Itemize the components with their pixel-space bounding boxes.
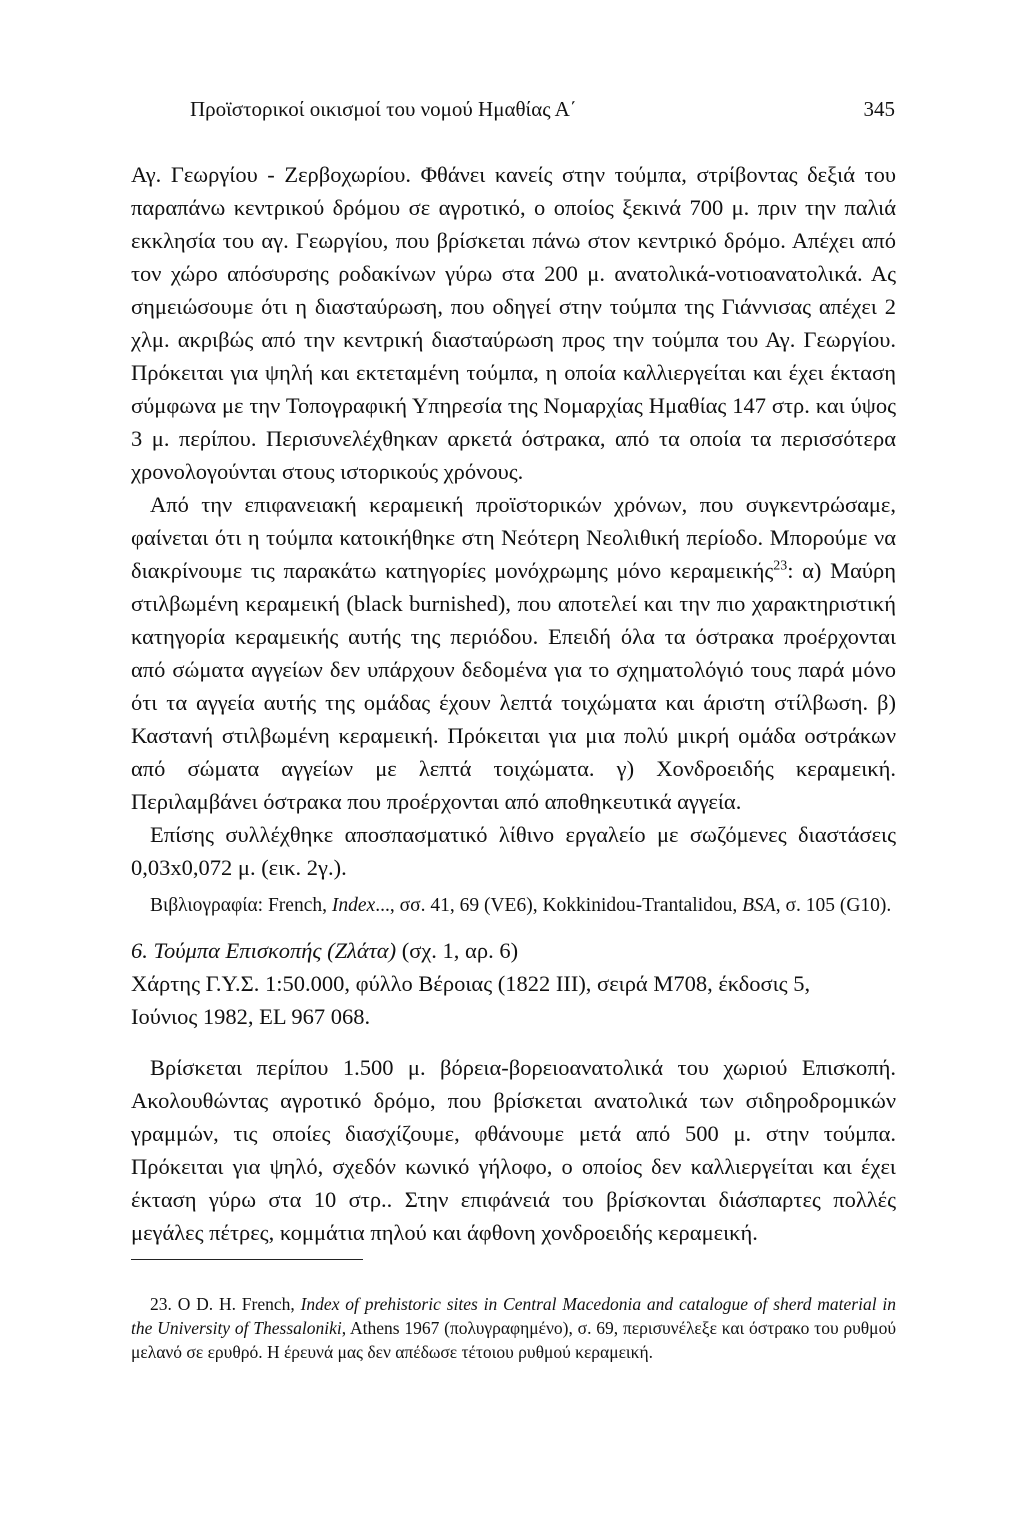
- bibliography-text-3: , σ. 105 (G10).: [775, 895, 892, 916]
- footnote-23: [131, 1292, 896, 1364]
- footnote-text-1: 23. Ο D. H. French,: [150, 1293, 301, 1314]
- section-title: Τούμπα Επισκοπής (Ζλάτα): [153, 938, 397, 963]
- paragraph-stone-tool: Επίσης συλλέχθηκε αποσπασματικό λίθινο εργαλείο με σωζόμενες διαστάσεις 0,03x0,072 μ. (εικ. 2γ.).: [131, 822, 896, 880]
- bibliography-index-title: Index: [331, 895, 376, 916]
- section-heading: [131, 934, 896, 967]
- paragraph-ceramics-part-2: : α) Μαύρη στιλβωμένη κεραμεική (black burnished), που αποτελεί και την πιο χαρακτηριστική κατηγορία κεραμεικής αυτής της περιόδου. Επειδή όλα τα όστρακα προέρχονται από σώματα αγγείων δεν υπάρχουν δεδομένα για το σχηματολόγιό τους παρά μόνο ότι τα αγγεία αυτής της ομάδας έχουν λεπτά τοιχώματα και άριστη στίλβωση. β) Καστανή στιλβωμένη κεραμεική. Πρόκειται για μια πολύ μικρή ομάδα οστράκων από σώματα αγγείων με λεπτά τοιχώματα. γ) Χονδροειδής κεραμεική. Περιλαμβάνει όστρακα που προέρχονται από αποθηκευτικά αγγεία.: [131, 558, 896, 814]
- running-title: Προϊστορικοί οικισμοί του νομού Ημαθίας Α΄: [190, 97, 577, 121]
- map-reference-line-2: Ιούνιος 1982, EL 967 068.: [131, 1004, 371, 1029]
- footnote-reference[interactable]: 23: [773, 558, 788, 574]
- paragraph-ceramics-part-1: Από την επιφανειακή κεραμεική προϊστορικών χρόνων, που συγκεντρώσαμε, φαίνεται ότι η τούμπα κατοικήθηκε στη Νεότερη Νεολιθική περίοδο. Μπορούμε να διακρίνουμε τις παρακάτω κατηγορίες μονόχρωμης μόνο κεραμεικής: [131, 492, 896, 583]
- bibliography: [131, 891, 896, 920]
- footnote-text-2: , Athens 1967 (πολυγραφημένο), σ. 69, περισυνέλεξε και όστρακο του ρυθμού μελανό σε ερυθρό. Η έρευνά μας δεν απέδωσε τέτοιου ρυθμού κεραμεική.: [131, 1317, 896, 1362]
- paragraph-episkopi: Βρίσκεται περίπου 1.500 μ. βόρεια-βορειοανατολικά του χωριού Επισκοπή. Ακολουθώντας αγροτικό δρόμο, που βρίσκεται ανατολικά των σιδηροδρομικών γραμμών, τις οποίες διασχίζουμε, φθάνουμε μετά από 500 μ. στην τούμπα. Πρόκειται για ψηλό, σχεδόν κωνικό γήλοφο, ο οποίος δεν καλλιεργείται και έχει έκταση γύρω στα 10 στρ.. Στην επιφάνειά του βρίσκονται διάσπαρτες πολλές μεγάλες πέτρες, κομμάτια πηλού και άφθονη χονδροειδής κεραμεική.: [131, 1055, 896, 1245]
- footnote-cited-title: Index of prehistoric sites in Central Macedonia and catalogue of sherd material in the University of Thessaloniki: [131, 1293, 896, 1338]
- section-reference: (σχ. 1, αρ. 6): [396, 938, 519, 963]
- page-number: 345: [863, 97, 895, 121]
- paragraph-ceramics: [131, 488, 896, 818]
- footnote-divider: [131, 1259, 363, 1260]
- map-reference: [131, 967, 896, 1033]
- bibliography-text-1: Βιβλιογραφία: French,: [150, 895, 332, 916]
- bibliography-bsa-title: BSA: [742, 895, 776, 916]
- section-number: 6.: [131, 938, 154, 963]
- bibliography-text-2: ..., σσ. 41, 69 (VE6), Kokkinidou-Trantalidou,: [375, 895, 743, 916]
- map-reference-line-1: Χάρτης Γ.Υ.Σ. 1:50.000, φύλλο Βέροιας (1822 III), σειρά M708, έκδοσις 5,: [131, 971, 811, 996]
- body-text: [131, 158, 896, 1249]
- paragraph-agios-georgios: Αγ. Γεωργίου - Ζερβοχωρίου. Φθάνει κανείς στην τούμπα, στρίβοντας δεξιά του παραπάνω κεντρικού δρόμου σε αγροτικό, ο οποίος ξεκινά 700 μ. πριν την παλιά εκκλησία του αγ. Γεωργίου, που βρίσκεται πάνω στον κεντρικό δρόμο. Απέχει από τον χώρο απόσυρσης ροδακίνων γύρω στα 200 μ. ανατολικά-νοτιοανατολικά. Ας σημειώσουμε ότι η διασταύρωση, που οδηγεί στην τούμπα της Γιάννισας απέχει 2 χλμ. ακριβώς από την κεντρική διασταύρωση προς την τούμπα του Αγ. Γεωργίου. Πρόκειται για ψηλή και εκτεταμένη τούμπα, η οποία καλλιεργείται και έχει έκταση σύμφωνα με την Τοπογραφική Υπηρεσία της Νομαρχίας Ημαθίας 147 στρ. και ύψος 3 μ. περίπου. Περισυνελέχθηκαν αρκετά όστρακα, από τα οποία τα περισσότερα χρονολογούνται στους ιστορικούς χρόνους.: [131, 162, 896, 484]
